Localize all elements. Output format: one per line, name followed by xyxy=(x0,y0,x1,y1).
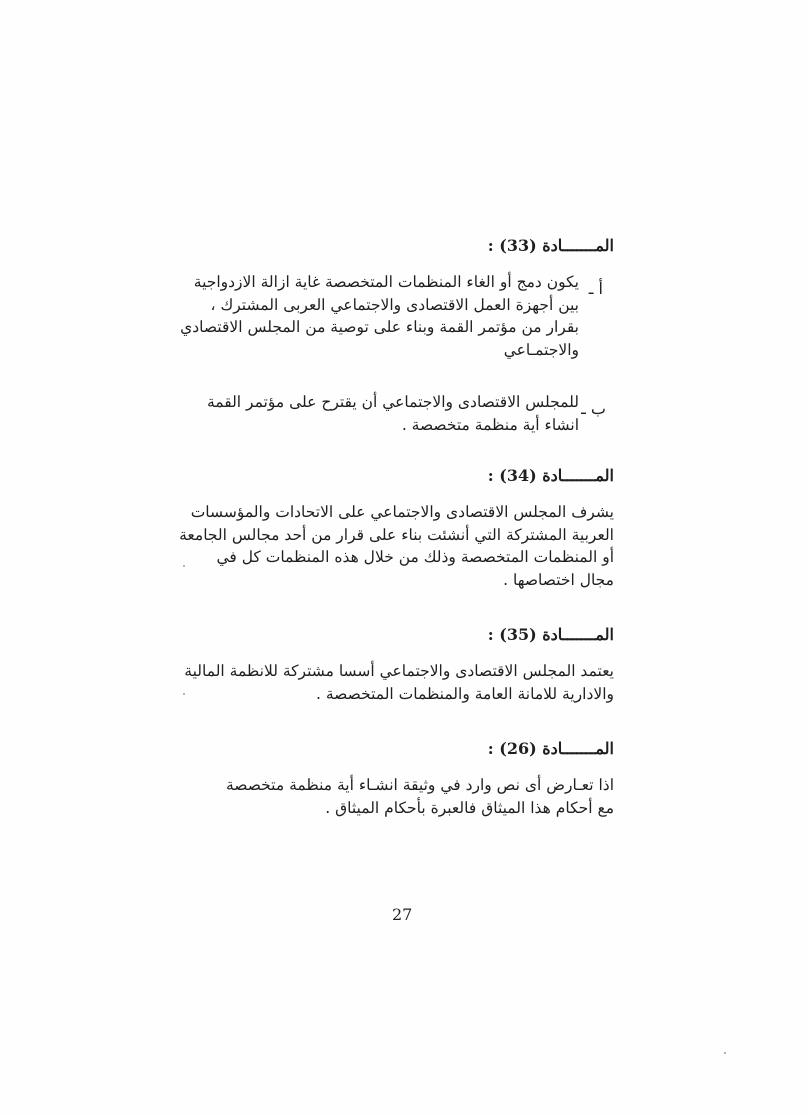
text-line: العربية المشتركة التي أنشئت بناء على قرار من أحد مجالس الجامعة xyxy=(179,525,614,544)
article-33-item-a xyxy=(159,271,579,361)
text-line: يعتمد المجلس الاقتصادى والاجتماعي أسسا مشتركة للانظمة المالية xyxy=(184,662,614,680)
text-line: بقرار من مؤتمر القمة وبناء على توصية من المجلس الاقتصادي xyxy=(180,318,579,336)
article-35-body xyxy=(174,660,614,705)
text-line: مع أحكام هذا الميثاق فالعبرة بأحكام الميثاق . xyxy=(325,798,614,817)
article-33-heading: المـــــــادة (33) : xyxy=(487,236,614,255)
text-line: مجال اختصاصها . xyxy=(503,570,614,589)
text-line: أو المنظمات المتخصصة وذلك من خلال هذه المنظمات كل في xyxy=(216,548,614,566)
scan-speck xyxy=(183,565,185,567)
page-number: 27 xyxy=(392,905,413,924)
text-line: انشاء أية منظمة متخصصة . xyxy=(401,415,579,434)
text-line: يشرف المجلس الاقتصادى والاجتماعي على الاتحادات والمؤسسات xyxy=(190,503,614,521)
text-line: اذا تعـارض أى نص وارد في وثيقة انشـاء أية منظمة متخصصة xyxy=(225,776,614,794)
article-33-item-b xyxy=(159,391,579,436)
item-a-marker: أ ـ xyxy=(588,279,603,298)
article-35-heading: المـــــــادة (35) : xyxy=(487,625,614,644)
article-26-body xyxy=(174,774,614,819)
article-26-heading: المـــــــادة (26) : xyxy=(487,739,614,758)
item-b-marker: ب ـ xyxy=(581,399,606,418)
text-line: بين أجهزة العمل الاقتصادى والاجتماعي العربى المشترك ، xyxy=(210,295,579,314)
scan-speck xyxy=(724,1052,726,1054)
text-line: والادارية للامانة العامة والمنظمات المتخصصة . xyxy=(316,684,614,703)
text-line: والاجتمـاعي xyxy=(503,340,579,359)
article-34-body xyxy=(174,501,614,591)
text-line: للمجلس الاقتصادى والاجتماعي أن يقترح على مؤتمر القمة xyxy=(206,393,579,411)
article-34-heading: المـــــــادة (34) : xyxy=(487,466,614,485)
scan-speck xyxy=(183,693,185,695)
text-line: يكون دمج أو الغاء المنظمات المتخصصة غاية ازالة الازدواجية xyxy=(193,273,579,291)
